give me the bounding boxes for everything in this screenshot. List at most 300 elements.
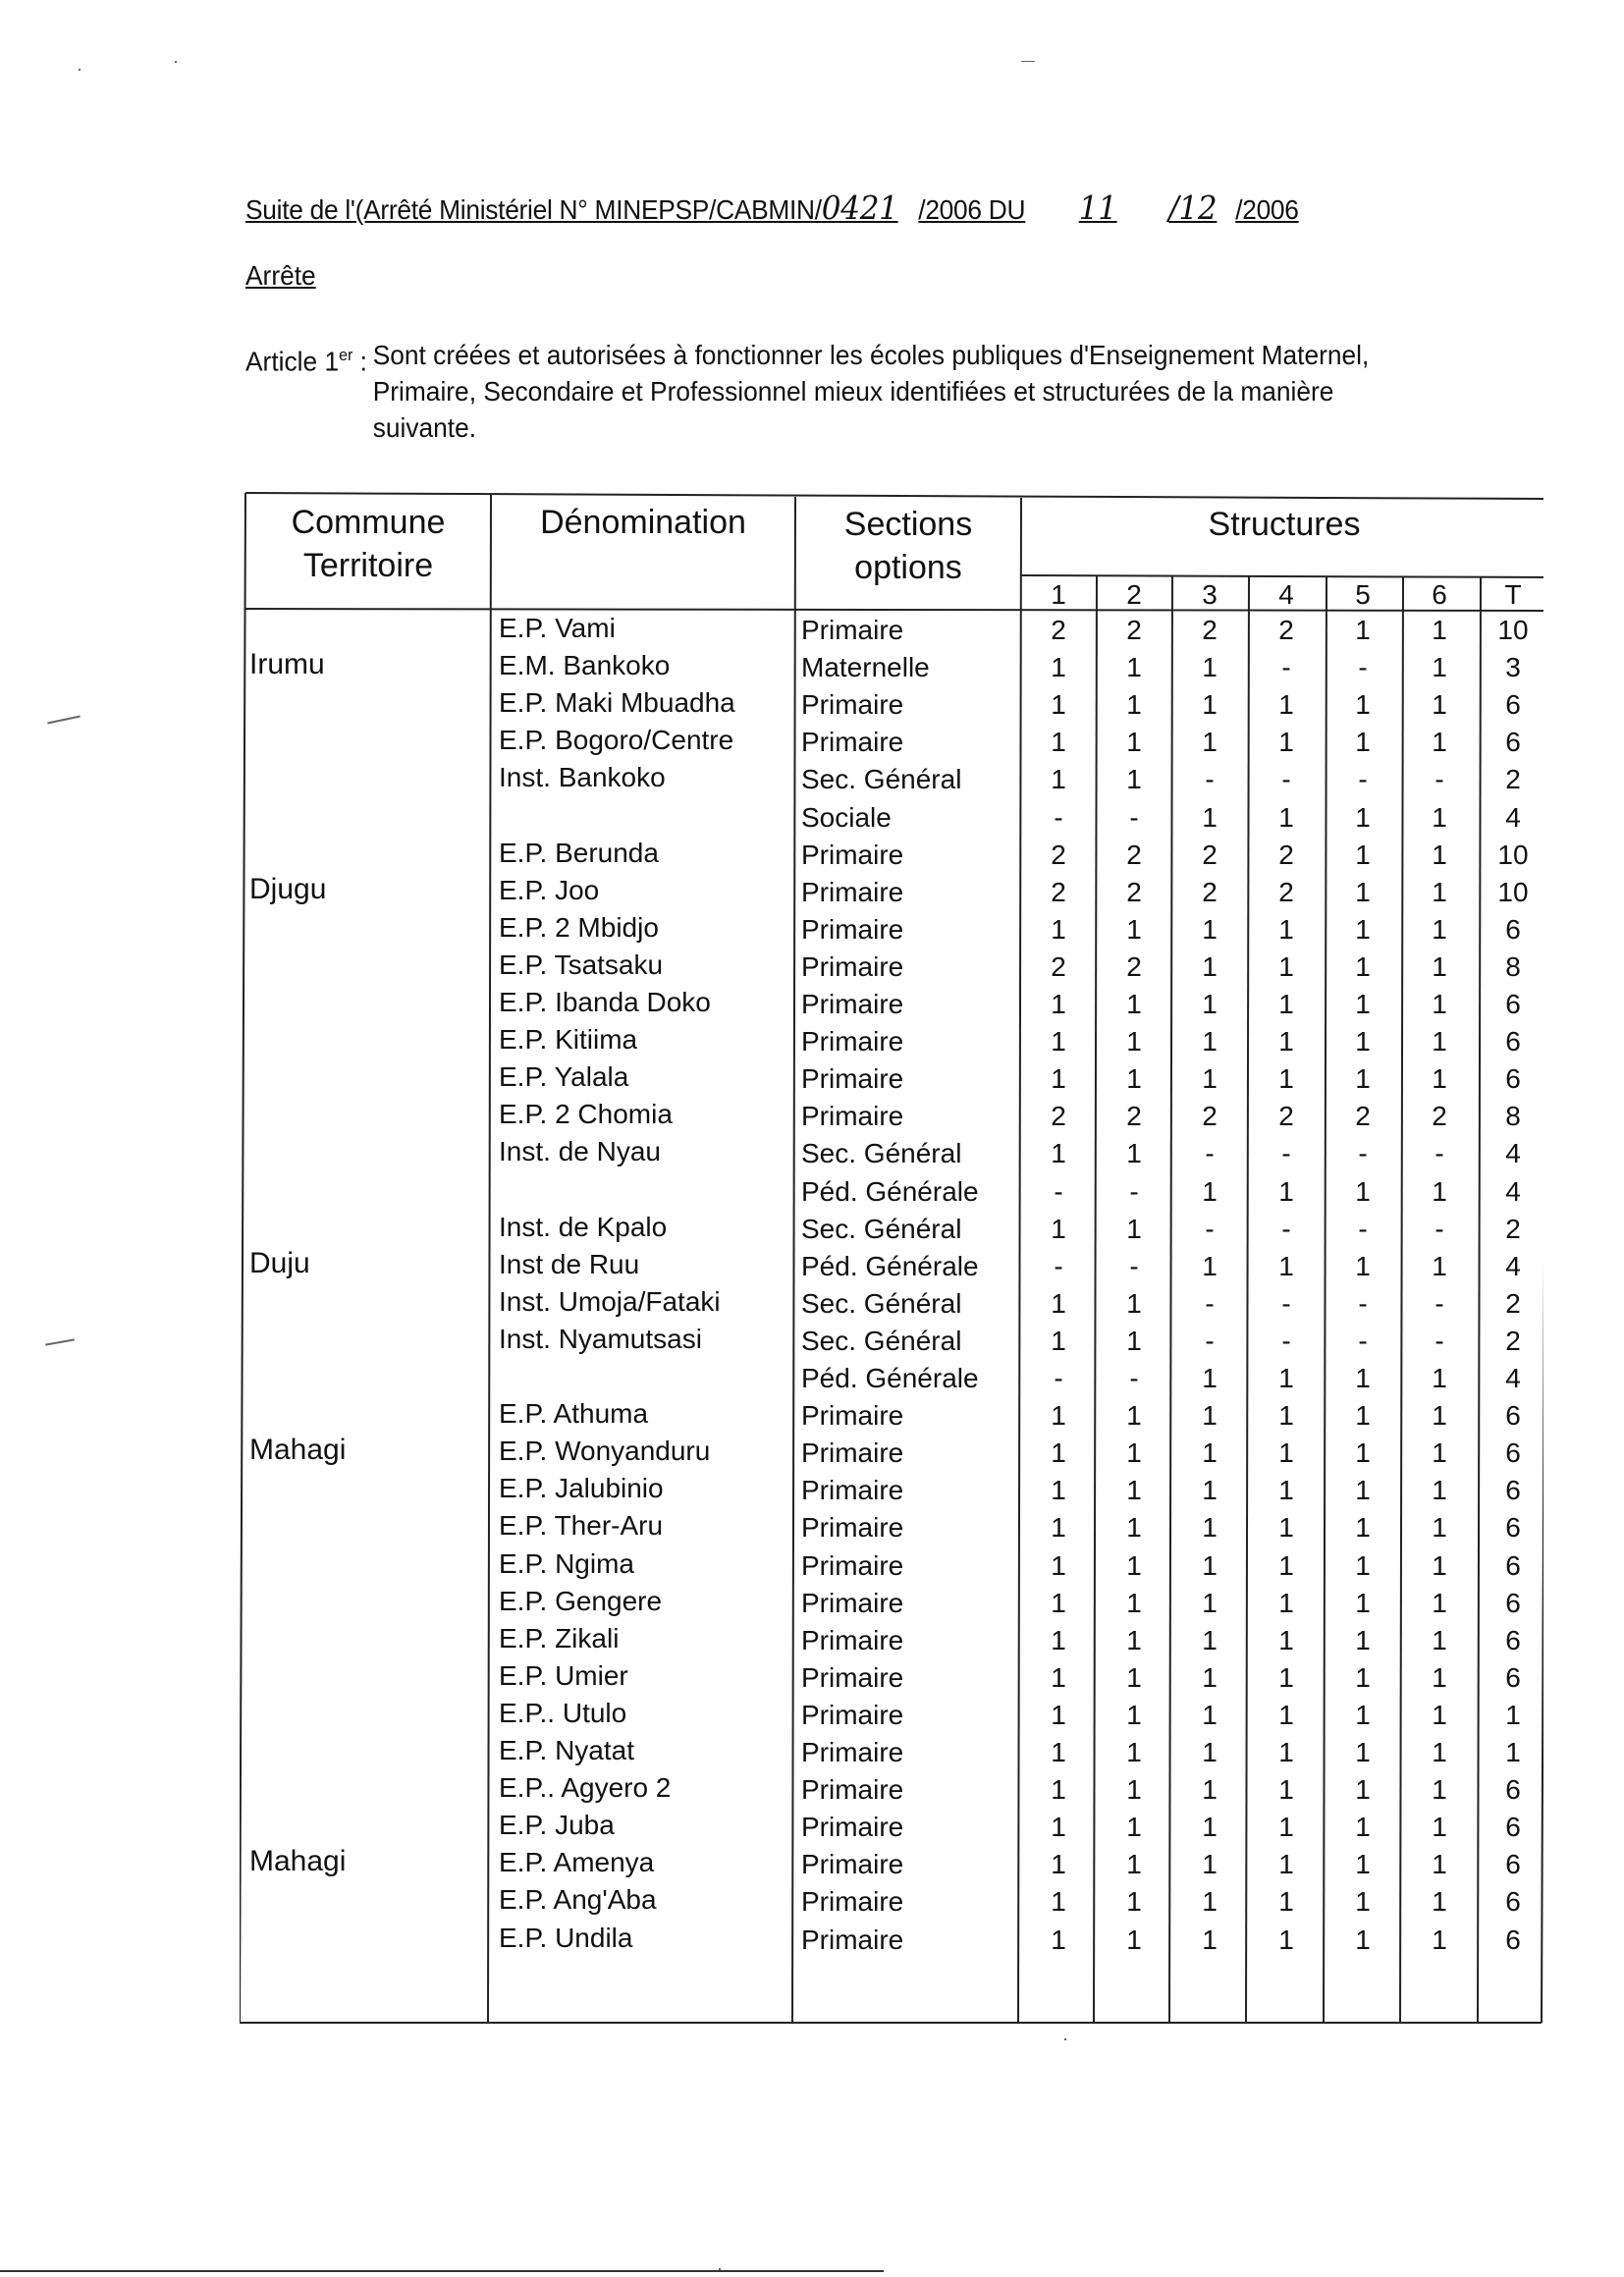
structure-cell: 1 bbox=[1432, 989, 1447, 1019]
structure-cell: - bbox=[1205, 1288, 1215, 1319]
structure-cell: 1 bbox=[1202, 1886, 1218, 1917]
structure-cell: 1 bbox=[1432, 1925, 1447, 1955]
section-cell: Primaire bbox=[801, 840, 904, 870]
structure-cell: 1 bbox=[1355, 615, 1371, 645]
structure-cell: 1 bbox=[1051, 1026, 1066, 1057]
structure-col-header-4: 4 bbox=[1278, 579, 1294, 610]
structure-cell: 1 bbox=[1505, 1700, 1521, 1730]
structure-cell: 6 bbox=[1505, 1550, 1521, 1581]
section-cell: Primaire bbox=[801, 615, 904, 645]
structures-subheader-line bbox=[1021, 575, 1543, 577]
structure-cell: 1 bbox=[1126, 1662, 1142, 1693]
structure-cell: 1 bbox=[1355, 1925, 1371, 1955]
section-cell: Péd. Générale bbox=[801, 1251, 979, 1281]
structure-cell: 1 bbox=[1202, 1700, 1218, 1730]
structure-cell: 1 bbox=[1432, 615, 1447, 645]
denomination-cell: E.P. Jalubinio bbox=[499, 1473, 664, 1503]
structure-cell: 1 bbox=[1355, 1774, 1371, 1805]
structure-cell: 1 bbox=[1278, 1774, 1294, 1805]
structure-cell: - bbox=[1358, 1138, 1368, 1168]
structure-cell: 1 bbox=[1432, 689, 1447, 720]
structure-cell: - bbox=[1281, 1326, 1291, 1356]
structure-cell: 1 bbox=[1202, 989, 1218, 1019]
structure-cell: 1 bbox=[1126, 689, 1142, 720]
section-cell: Primaire bbox=[801, 1063, 904, 1094]
structure-cell: 2 bbox=[1126, 877, 1142, 907]
structure-cell: 1 bbox=[1051, 1214, 1066, 1244]
structure-cell: 1 bbox=[1278, 914, 1294, 945]
structure-cell: 2 bbox=[1278, 840, 1294, 870]
scan-speck bbox=[45, 1338, 75, 1345]
structure-cell: 1 bbox=[1126, 1326, 1142, 1356]
section-cell: Primaire bbox=[801, 1737, 904, 1767]
structure-cell: 1 bbox=[1432, 1774, 1447, 1805]
structure-cell: 1 bbox=[1051, 764, 1066, 794]
section-cell: Primaire bbox=[801, 1400, 904, 1431]
structure-cell: 1 bbox=[1278, 1625, 1294, 1655]
structure-cell: 1 bbox=[1355, 1063, 1371, 1094]
section-cell: Primaire bbox=[801, 1512, 904, 1543]
document-header bbox=[245, 189, 1299, 227]
structure-cell: 1 bbox=[1432, 1886, 1447, 1917]
section-cell: Primaire bbox=[801, 989, 904, 1019]
structure-cell: - bbox=[1435, 1214, 1444, 1244]
section-cell: Primaire bbox=[801, 951, 904, 982]
structure-cell: 1 bbox=[1126, 1700, 1142, 1730]
structure-cell: 4 bbox=[1505, 802, 1521, 833]
structure-cell: 1 bbox=[1278, 1400, 1294, 1431]
handwritten-month: /12 bbox=[1168, 189, 1218, 227]
structure-cell: 1 bbox=[1355, 689, 1371, 720]
scan-speck bbox=[175, 61, 177, 63]
denomination-cell: E.P. 2 Mbidjo bbox=[499, 912, 659, 943]
structure-cell: 1 bbox=[1355, 1400, 1371, 1431]
structure-cell: 1 bbox=[1355, 1588, 1371, 1618]
structure-cell: 1 bbox=[1202, 802, 1218, 833]
structure-cell: 1 bbox=[1202, 951, 1218, 982]
structure-cell: 1 bbox=[1432, 1475, 1447, 1505]
structure-cell: 1 bbox=[1278, 1550, 1294, 1581]
structure-cell: 1 bbox=[1126, 1812, 1142, 1842]
structure-cell: 1 bbox=[1051, 1437, 1066, 1468]
structure-cell: 1 bbox=[1051, 1588, 1066, 1618]
structure-cell: 1 bbox=[1278, 1512, 1294, 1543]
section-cell: Primaire bbox=[801, 1588, 904, 1618]
structure-cell: 6 bbox=[1505, 1812, 1521, 1842]
article-1 bbox=[245, 337, 1399, 446]
denomination-cell: E.P. Nyatat bbox=[499, 1735, 635, 1765]
structure-cell: 2 bbox=[1126, 840, 1142, 870]
structure-cell: 1 bbox=[1202, 652, 1218, 682]
structure-cell: 1 bbox=[1126, 764, 1142, 794]
scan-speck bbox=[47, 715, 81, 724]
structure-cell: - bbox=[1129, 1176, 1139, 1207]
denomination-cell: E.P. Gengere bbox=[499, 1586, 663, 1616]
denomination-cell: E.P. Ngima bbox=[499, 1548, 634, 1579]
structure-cell: 1 bbox=[1126, 989, 1142, 1019]
structure-cell: 1 bbox=[1278, 802, 1294, 833]
table-top-border bbox=[245, 493, 1543, 499]
structure-cell: 2 bbox=[1126, 951, 1142, 982]
structure-cell: 1 bbox=[1126, 1026, 1142, 1057]
header-prefix: Suite de l'(Arrêté Ministériel N° MINEPSP/CABMIN/ bbox=[245, 194, 822, 225]
structure-cell: - bbox=[1205, 1214, 1215, 1244]
structure-cell: 1 bbox=[1126, 1550, 1142, 1581]
section-cell: Primaire bbox=[801, 1437, 904, 1468]
structure-cell: 1 bbox=[1355, 1475, 1371, 1505]
structure-cell: - bbox=[1281, 652, 1291, 682]
structure-cell: 1 bbox=[1355, 951, 1371, 982]
commune-cell: Irumu bbox=[249, 648, 325, 680]
structure-cell: 1 bbox=[1278, 1588, 1294, 1618]
section-cell: Sec. Général bbox=[801, 1288, 962, 1319]
structure-cell: 1 bbox=[1202, 1588, 1218, 1618]
table-left-border bbox=[240, 493, 245, 2023]
structure-cell: 1 bbox=[1202, 727, 1218, 757]
structure-cell: 1 bbox=[1355, 1176, 1371, 1207]
section-cell: Primaire bbox=[801, 877, 904, 907]
structure-cell: 1 bbox=[1432, 1849, 1447, 1879]
section-cell: Maternelle bbox=[801, 652, 930, 682]
structure-cell: - bbox=[1205, 764, 1215, 794]
structure-cell: 6 bbox=[1505, 1475, 1521, 1505]
section-cell: Sec. Général bbox=[801, 1138, 962, 1168]
structure-cell: 1 bbox=[1278, 1437, 1294, 1468]
section-cell: Primaire bbox=[801, 1700, 904, 1730]
structure-cell: - bbox=[1205, 1138, 1215, 1168]
structure-cell: 1 bbox=[1355, 802, 1371, 833]
header-year: /2006 bbox=[1235, 194, 1299, 225]
denomination-cell: Inst. de Nyau bbox=[499, 1136, 661, 1166]
structure-cell: 1 bbox=[1202, 1774, 1218, 1805]
denomination-cell: E.P. Kitiima bbox=[499, 1024, 638, 1055]
section-cell: Primaire bbox=[801, 1475, 904, 1505]
structure-cell: 1 bbox=[1355, 1812, 1371, 1842]
structure-cell: 6 bbox=[1505, 1400, 1521, 1431]
article-text: Sont créées et autorisées à fonctionner les écoles publiques d'Enseignement Maternel, Primaire, Secondaire et Professionnel mieux identifiées et structurées de la manière suivante. bbox=[372, 340, 1370, 443]
denomination-cell: E.P. Amenya bbox=[499, 1847, 655, 1877]
structure-cell: - bbox=[1358, 1214, 1368, 1244]
denomination-cell: E.P. Undila bbox=[499, 1923, 633, 1953]
structure-cell: - bbox=[1281, 1138, 1291, 1168]
structure-cell: 6 bbox=[1505, 727, 1521, 757]
structure-cell: 6 bbox=[1505, 1437, 1521, 1468]
structure-cell: 4 bbox=[1505, 1251, 1521, 1281]
structure-cell: 1 bbox=[1432, 1588, 1447, 1618]
structure-cell: 1 bbox=[1278, 1849, 1294, 1879]
structure-cell: - bbox=[1054, 1251, 1063, 1281]
structure-cell: 1 bbox=[1432, 1625, 1447, 1655]
denomination-cell: E.P. Vami bbox=[499, 613, 616, 643]
structure-cell: 1 bbox=[1126, 1138, 1142, 1168]
structure-cell: 1 bbox=[1432, 1812, 1447, 1842]
structure-cell: 2 bbox=[1355, 1101, 1371, 1131]
structure-cell: 1 bbox=[1051, 1625, 1066, 1655]
structure-cell: 6 bbox=[1505, 1662, 1521, 1693]
structure-cell: 2 bbox=[1051, 877, 1066, 907]
commune-cell: Djugu bbox=[249, 873, 327, 905]
structure-cell: 1 bbox=[1432, 1026, 1447, 1057]
structure-cell: 1 bbox=[1126, 1214, 1142, 1244]
structure-cell: 1 bbox=[1355, 1363, 1371, 1393]
structure-cell: 1 bbox=[1202, 1026, 1218, 1057]
denomination-cell: E.P. Ang'Aba bbox=[499, 1884, 657, 1915]
structure-cell: 1 bbox=[1126, 1063, 1142, 1094]
structure-cell: 1 bbox=[1278, 989, 1294, 1019]
section-cell: Primaire bbox=[801, 1886, 904, 1917]
structure-cell: - bbox=[1281, 764, 1291, 794]
denomination-cell: Inst. Umoja/Fataki bbox=[499, 1286, 721, 1317]
structure-cell: 1 bbox=[1126, 1849, 1142, 1879]
structure-cell: 1 bbox=[1355, 1625, 1371, 1655]
structure-cell: 8 bbox=[1505, 951, 1521, 982]
structure-cell: - bbox=[1129, 1363, 1139, 1393]
structure-cell: 1 bbox=[1126, 1437, 1142, 1468]
denomination-cell: E.P. Juba bbox=[499, 1810, 615, 1840]
structure-cell: 1 bbox=[1126, 727, 1142, 757]
structure-cell: 1 bbox=[1202, 1512, 1218, 1543]
structure-cell: 1 bbox=[1126, 1288, 1142, 1319]
structure-cell: 1 bbox=[1355, 877, 1371, 907]
structure-cell: 1 bbox=[1051, 1063, 1066, 1094]
structure-cell: 1 bbox=[1278, 1176, 1294, 1207]
denomination-cell: E.P. Berunda bbox=[499, 838, 659, 868]
structure-cell: 2 bbox=[1126, 1101, 1142, 1131]
structure-cell: 1 bbox=[1051, 1550, 1066, 1581]
structure-cell: 2 bbox=[1505, 764, 1521, 794]
col-divider-2 bbox=[792, 497, 795, 2023]
structure-cell: 1 bbox=[1126, 1925, 1142, 1955]
structure-cell: - bbox=[1358, 1288, 1368, 1319]
header-denomination: Dénomination bbox=[540, 504, 746, 541]
structure-cell: 1 bbox=[1202, 1925, 1218, 1955]
structure-cell: 1 bbox=[1355, 727, 1371, 757]
structure-cell: 1 bbox=[1202, 1662, 1218, 1693]
structure-cell: - bbox=[1054, 1363, 1063, 1393]
structure-cell: 1 bbox=[1051, 989, 1066, 1019]
scan-speck bbox=[1021, 61, 1035, 62]
structure-cell: 1 bbox=[1278, 951, 1294, 982]
structure-cell: 10 bbox=[1497, 615, 1529, 645]
section-cell: Primaire bbox=[801, 1550, 904, 1581]
structure-cell: - bbox=[1358, 764, 1368, 794]
structure-cell: 1 bbox=[1051, 689, 1066, 720]
structure-cell: 1 bbox=[1355, 1512, 1371, 1543]
structure-cell: 6 bbox=[1505, 1625, 1521, 1655]
structure-cell: - bbox=[1205, 1326, 1215, 1356]
structure-cell: 1 bbox=[1202, 1550, 1218, 1581]
structure-cell: 1 bbox=[1202, 1251, 1218, 1281]
structure-col-header-1: 1 bbox=[1051, 579, 1066, 610]
structure-cell: 1 bbox=[1432, 840, 1447, 870]
col-divider-3 bbox=[1018, 498, 1021, 2023]
structure-cell: - bbox=[1358, 1326, 1368, 1356]
structure-cell: 6 bbox=[1505, 1849, 1521, 1879]
structure-cell: 1 bbox=[1278, 1737, 1294, 1767]
section-cell: Primaire bbox=[801, 1774, 904, 1805]
structure-cell: 6 bbox=[1505, 914, 1521, 945]
section-cell: Primaire bbox=[801, 689, 904, 720]
structure-cell: - bbox=[1435, 1326, 1444, 1356]
structure-cell: 1 bbox=[1126, 1625, 1142, 1655]
structure-cell: 1 bbox=[1202, 1849, 1218, 1879]
structure-cell: 1 bbox=[1051, 1925, 1066, 1955]
structure-cell: 4 bbox=[1505, 1176, 1521, 1207]
structure-cell: 6 bbox=[1505, 989, 1521, 1019]
structure-cell: 2 bbox=[1278, 877, 1294, 907]
structure-cell: 1 bbox=[1278, 1026, 1294, 1057]
structure-cell: 1 bbox=[1278, 1363, 1294, 1393]
denomination-cell: E.P. Ther-Aru bbox=[499, 1510, 664, 1541]
structure-cell: 1 bbox=[1432, 1512, 1447, 1543]
section-cell: Primaire bbox=[801, 1662, 904, 1693]
structure-col-header-3: 3 bbox=[1202, 579, 1218, 610]
structure-cell: 1 bbox=[1051, 727, 1066, 757]
structure-cell: 1 bbox=[1432, 1400, 1447, 1431]
structure-col-header-T: T bbox=[1504, 579, 1522, 610]
structure-cell: 2 bbox=[1278, 1101, 1294, 1131]
structure-cell: 1 bbox=[1126, 652, 1142, 682]
structure-cell: 6 bbox=[1505, 1886, 1521, 1917]
denomination-cell: E.P. Wonyanduru bbox=[499, 1436, 711, 1466]
section-cell: Péd. Générale bbox=[801, 1176, 979, 1207]
structure-cell: 1 bbox=[1278, 727, 1294, 757]
header-structures: Structures bbox=[1208, 506, 1361, 543]
denomination-cell: Inst. de Kpalo bbox=[499, 1212, 668, 1242]
scan-speck bbox=[79, 69, 81, 71]
structure-cell: 1 bbox=[1202, 1400, 1218, 1431]
handwritten-arrete-number: 0421 bbox=[821, 189, 898, 227]
structure-cell: - bbox=[1435, 1138, 1444, 1168]
structure-cell: 10 bbox=[1497, 877, 1529, 907]
structure-cell: - bbox=[1358, 652, 1368, 682]
structure-cell: 1 bbox=[1432, 1700, 1447, 1730]
structure-cell: 2 bbox=[1505, 1326, 1521, 1356]
structure-cell: 1 bbox=[1202, 1363, 1218, 1393]
section-cell: Primaire bbox=[801, 1625, 904, 1655]
structure-cell: 1 bbox=[1432, 1363, 1447, 1393]
structure-cell: 6 bbox=[1505, 1925, 1521, 1955]
structure-cell: 1 bbox=[1051, 1138, 1066, 1168]
denomination-cell: E.P.. Agyero 2 bbox=[499, 1772, 672, 1803]
structure-cell: 1 bbox=[1051, 1288, 1066, 1319]
structure-col-header-6: 6 bbox=[1432, 579, 1447, 610]
structure-cell: 1 bbox=[1051, 1662, 1066, 1693]
structure-cell: 6 bbox=[1505, 1026, 1521, 1057]
structure-cell: 1 bbox=[1051, 652, 1066, 682]
structure-cell: 4 bbox=[1505, 1363, 1521, 1393]
structure-cell: 1 bbox=[1202, 1737, 1218, 1767]
denomination-cell: E.P. Umier bbox=[499, 1660, 628, 1691]
structure-cell: 1 bbox=[1278, 1063, 1294, 1094]
structure-cell: - bbox=[1435, 764, 1444, 794]
structure-cell: - bbox=[1129, 802, 1139, 833]
denomination-cell: Inst. Bankoko bbox=[499, 762, 666, 792]
structure-cell: - bbox=[1129, 1251, 1139, 1281]
structure-cell: 1 bbox=[1355, 1550, 1371, 1581]
scan-line bbox=[0, 2270, 884, 2272]
structure-cell: 1 bbox=[1432, 1437, 1447, 1468]
section-cell: Primaire bbox=[801, 1925, 904, 1955]
structure-cell: 1 bbox=[1126, 1400, 1142, 1431]
structure-cell: 6 bbox=[1505, 1063, 1521, 1094]
structure-cell: 2 bbox=[1505, 1288, 1521, 1319]
header-commune: Commune Territoire bbox=[291, 504, 446, 585]
structure-cell: 2 bbox=[1202, 877, 1218, 907]
header-sections: Sections options bbox=[843, 506, 973, 587]
structure-cell: 1 bbox=[1432, 877, 1447, 907]
structure-cell: 1 bbox=[1126, 1774, 1142, 1805]
structure-cell: 2 bbox=[1432, 1101, 1447, 1131]
structure-cell: 2 bbox=[1126, 615, 1142, 645]
structure-cell: 1 bbox=[1355, 1437, 1371, 1468]
structure-cell: 1 bbox=[1355, 1700, 1371, 1730]
structure-cell: 2 bbox=[1051, 951, 1066, 982]
structure-cell: 4 bbox=[1505, 1138, 1521, 1168]
denomination-cell: E.P. 2 Chomia bbox=[499, 1099, 673, 1129]
structure-cell: 1 bbox=[1355, 1251, 1371, 1281]
denomination-cell: E.P. Bogoro/Centre bbox=[499, 725, 734, 755]
denomination-cell: E.P. Joo bbox=[499, 875, 600, 905]
structure-cell: - bbox=[1054, 802, 1063, 833]
structure-col-header-2: 2 bbox=[1126, 579, 1142, 610]
structure-cell: 2 bbox=[1202, 1101, 1218, 1131]
structure-cell: 1 bbox=[1202, 1437, 1218, 1468]
section-cell: Primaire bbox=[801, 914, 904, 945]
structure-cell: 1 bbox=[1051, 1737, 1066, 1767]
structure-cell: 10 bbox=[1497, 840, 1529, 870]
section-cell: Sociale bbox=[801, 802, 892, 833]
header-bottom-line bbox=[245, 609, 1543, 611]
denomination-cell: E.M. Bankoko bbox=[499, 650, 671, 680]
structure-cell: 1 bbox=[1051, 1475, 1066, 1505]
structure-cell: 1 bbox=[1202, 689, 1218, 720]
structure-cell: - bbox=[1054, 1176, 1063, 1207]
structure-cell: 1 bbox=[1432, 727, 1447, 757]
col-divider-1 bbox=[488, 495, 491, 2023]
structure-cell: 1 bbox=[1202, 1475, 1218, 1505]
structure-cell: 2 bbox=[1051, 840, 1066, 870]
section-cell: Sec. Général bbox=[801, 1326, 962, 1356]
section-cell: Péd. Générale bbox=[801, 1363, 979, 1393]
structure-cell: 1 bbox=[1051, 1400, 1066, 1431]
structure-cell: 1 bbox=[1278, 1475, 1294, 1505]
structure-cell: 1 bbox=[1278, 1662, 1294, 1693]
structure-cell: 1 bbox=[1202, 1063, 1218, 1094]
structure-cell: 1 bbox=[1355, 1849, 1371, 1879]
structure-cell: - bbox=[1281, 1288, 1291, 1319]
scan-speck bbox=[1064, 2038, 1066, 2040]
structure-cell: 1 bbox=[1432, 652, 1447, 682]
structure-cell: - bbox=[1435, 1288, 1444, 1319]
structure-cell: 1 bbox=[1432, 1176, 1447, 1207]
handwritten-day: 11 bbox=[1078, 189, 1117, 227]
structure-cell: 1 bbox=[1051, 1812, 1066, 1842]
structure-cell: 1 bbox=[1051, 1774, 1066, 1805]
structure-cell: 1 bbox=[1126, 1886, 1142, 1917]
structure-cell: 1 bbox=[1202, 1812, 1218, 1842]
structure-cell: 1 bbox=[1051, 1886, 1066, 1917]
structure-cell: 1 bbox=[1126, 1588, 1142, 1618]
commune-cell: Duju bbox=[249, 1247, 310, 1279]
structure-cell: 2 bbox=[1278, 615, 1294, 645]
structure-cell: 6 bbox=[1505, 1588, 1521, 1618]
structure-cell: 1 bbox=[1432, 802, 1447, 833]
structure-cell: 1 bbox=[1051, 1512, 1066, 1543]
structure-cell: 1 bbox=[1355, 914, 1371, 945]
structure-cell: 1 bbox=[1051, 1849, 1066, 1879]
structure-cell: - bbox=[1281, 1214, 1291, 1244]
